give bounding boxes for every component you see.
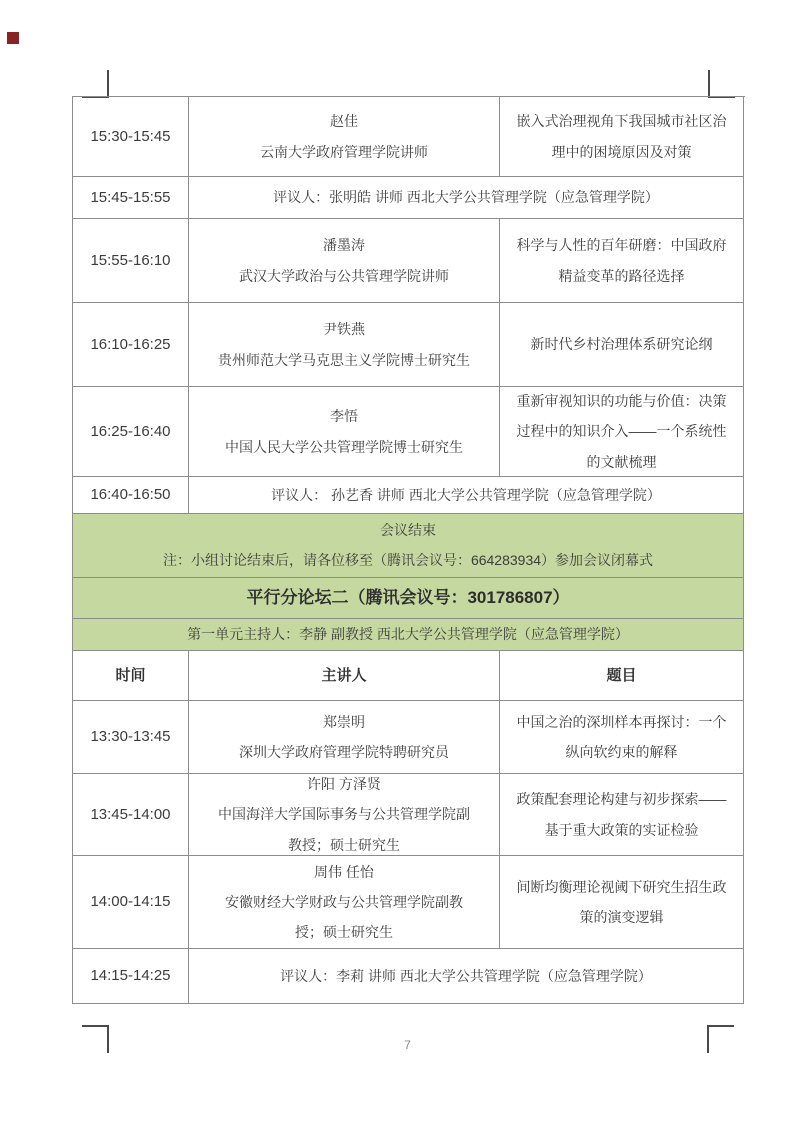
- speaker-cell: [189, 701, 500, 774]
- time-cell: 13:30-13:45: [73, 701, 189, 774]
- speaker-affiliation: 中国人民大学公共管理学院博士研究生: [225, 438, 463, 455]
- time-cell: 14:15-14:25: [73, 949, 189, 1004]
- reviewer-cell: 评议人：张明皓 讲师 西北大学公共管理学院（应急管理学院）: [189, 177, 744, 219]
- forum2-banner-row: [73, 578, 745, 619]
- moderator-cell: 第一单元主持人：李静 副教授 西北大学公共管理学院（应急管理学院）: [73, 619, 744, 651]
- time-cell: 13:45-14:00: [73, 774, 189, 856]
- column-header-speaker: 主讲人: [189, 651, 500, 701]
- time-cell: 15:45-15:55: [73, 177, 189, 219]
- speaker-name: 李悟: [330, 408, 358, 425]
- paper-title-cell: 重新审视知识的功能与价值：决策过程中的知识介入——一个系统性的文献梳理: [500, 387, 744, 477]
- column-header-title: 题目: [500, 651, 744, 701]
- speaker-name: 郑崇明: [323, 713, 365, 730]
- crop-mark-top-left: [82, 70, 109, 98]
- speaker-affiliation: 武汉大学政治与公共管理学院讲师: [239, 267, 449, 284]
- crop-mark-top-right: [708, 70, 735, 98]
- speaker-name: 周伟 任怡: [314, 863, 374, 880]
- session-row: [73, 856, 745, 949]
- speaker-name: 许阳 方泽贤: [307, 776, 381, 793]
- reviewer-row: [73, 177, 745, 219]
- speaker-affiliation: 云南大学政府管理学院讲师: [260, 143, 428, 160]
- column-header-time: 时间: [73, 651, 189, 701]
- reviewer-row: [73, 949, 745, 1004]
- moderator-row: [73, 619, 745, 651]
- speaker-name: 潘墨涛: [323, 237, 365, 254]
- time-cell: 16:10-16:25: [73, 303, 189, 387]
- red-marker: [7, 32, 19, 44]
- conference-schedule-table: [72, 96, 745, 1004]
- speaker-affiliation: 深圳大学政府管理学院特聘研究员: [239, 744, 449, 760]
- time-cell: 15:55-16:10: [73, 219, 189, 303]
- session-row: [73, 387, 745, 477]
- speaker-name: 尹铁燕: [323, 321, 365, 338]
- speaker-name: 赵佳: [330, 113, 358, 130]
- time-cell: 16:25-16:40: [73, 387, 189, 477]
- session-row: [73, 97, 745, 177]
- speaker-affiliation: 贵州师范大学马克思主义学院博士研究生: [218, 351, 470, 368]
- session-row: [73, 303, 745, 387]
- speaker-affiliation: 安徽财经大学财政与公共管理学院副教授；硕士研究生: [225, 893, 463, 941]
- paper-title-cell: 科学与人性的百年研磨：中国政府精益变革的路径选择: [500, 219, 744, 303]
- session-end-note: 注：小组讨论结束后，请各位移至（腾讯会议号：664283934）参加会议闭幕式: [162, 551, 654, 568]
- paper-title-cell: 政策配套理论构建与初步探索——基于重大政策的实证检验: [500, 774, 744, 856]
- session-row: [73, 701, 745, 774]
- speaker-cell: [189, 774, 500, 856]
- session-end-text: 会议结束: [380, 522, 436, 539]
- session-end-cell: [73, 514, 744, 578]
- paper-title-cell: 间断均衡理论视阈下研究生招生政策的演变逻辑: [500, 856, 744, 949]
- reviewer-cell: 评议人：李莉 讲师 西北大学公共管理学院（应急管理学院）: [189, 949, 744, 1004]
- speaker-cell: [189, 303, 500, 387]
- speaker-cell: [189, 856, 500, 949]
- session-row: [73, 219, 745, 303]
- column-header-row: [73, 651, 745, 701]
- paper-title-cell: 新时代乡村治理体系研究论纲: [500, 303, 744, 387]
- reviewer-cell: 评议人： 孙艺香 讲师 西北大学公共管理学院（应急管理学院）: [189, 477, 744, 514]
- session-end-banner: [73, 514, 745, 578]
- speaker-affiliation: 中国海洋大学国际事务与公共管理学院副教授；硕士研究生: [218, 806, 470, 853]
- time-cell: 14:00-14:15: [73, 856, 189, 949]
- speaker-cell: [189, 219, 500, 303]
- reviewer-row: [73, 477, 745, 514]
- paper-title-cell: 中国之治的深圳样本再探讨：一个纵向软约束的解释: [500, 701, 744, 774]
- paper-title-cell: 嵌入式治理视角下我国城市社区治理中的困境原因及对策: [500, 97, 744, 177]
- time-cell: 15:30-15:45: [73, 97, 189, 177]
- speaker-cell: [189, 387, 500, 477]
- page-number: 7: [404, 1038, 411, 1052]
- session-row: [73, 774, 745, 856]
- speaker-cell: [189, 97, 500, 177]
- forum2-title: 平行分论坛二（腾讯会议号：301786807）: [73, 578, 744, 619]
- time-cell: 16:40-16:50: [73, 477, 189, 514]
